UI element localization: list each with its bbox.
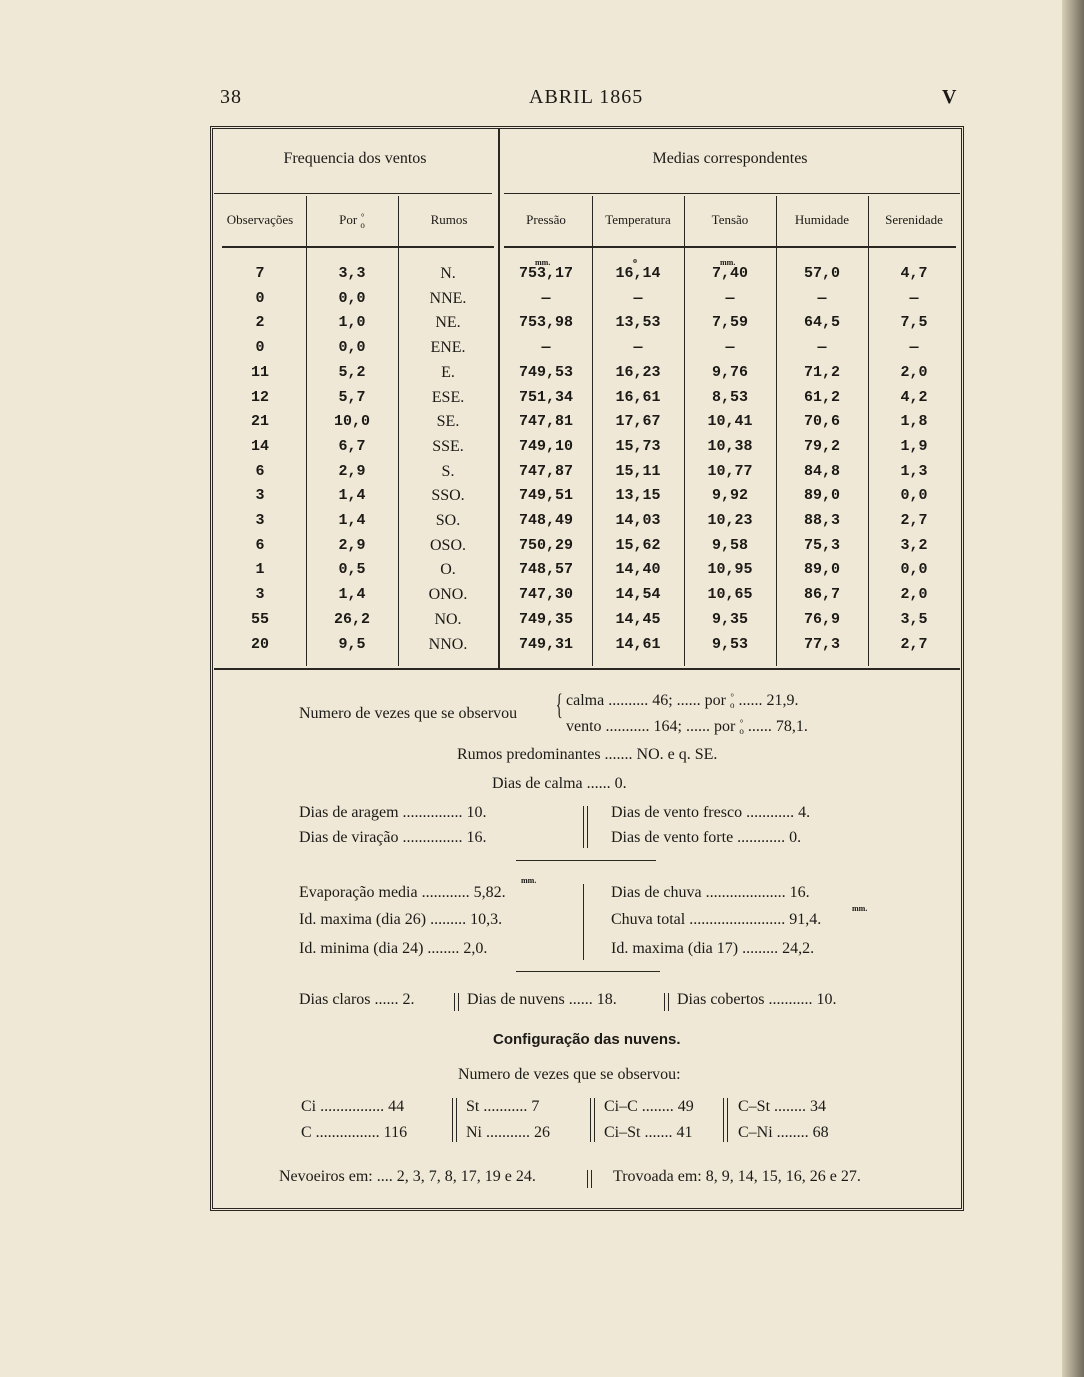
cell-observacoes: 7 bbox=[255, 265, 265, 282]
rumos-predominantes: Rumos predominantes ....... NO. e q. SE. bbox=[457, 746, 718, 763]
col-serenidade: Serenidade bbox=[885, 212, 943, 227]
divider bbox=[583, 806, 584, 848]
cell-humidade: 64,5 bbox=[803, 314, 840, 332]
cell-observacoes: 0 bbox=[255, 339, 265, 357]
cell-tensao: 10,41 bbox=[707, 413, 753, 431]
cell-por: 2,9 bbox=[338, 536, 366, 554]
calma-line: calma .......... 46; ...... por ° o ...... 21,9. bbox=[566, 692, 799, 711]
cell-observacoes: 3 bbox=[255, 487, 265, 505]
cell-humidade: 70,6 bbox=[803, 413, 840, 431]
divider bbox=[587, 1170, 588, 1188]
cell-tensao: 9,76 bbox=[711, 363, 748, 381]
cell-pressao: 749,10 bbox=[518, 437, 573, 455]
cell-por: 0,0 bbox=[338, 289, 366, 307]
cell-observacoes: 3 bbox=[255, 586, 265, 604]
dias-aragem: Dias de aragem ............... 10. bbox=[299, 804, 487, 821]
cell-serenidade: 3,2 bbox=[900, 536, 928, 554]
config-title: Configuração das nuvens. bbox=[493, 1031, 681, 1048]
cell-rumo: ESE. bbox=[431, 388, 465, 406]
cell-pressao: 751,34 bbox=[518, 388, 573, 406]
cell-tensao: 9,92 bbox=[711, 487, 748, 505]
cell-por: 5,7 bbox=[338, 388, 366, 406]
cell-rumo: NNO. bbox=[428, 635, 468, 653]
cell-tensao: 8,53 bbox=[711, 388, 748, 406]
vento-line: vento ........... 164; ...... por ° o ...... 78,1. bbox=[566, 718, 808, 737]
cloud-ci-st: Ci–St ....... 41 bbox=[604, 1124, 693, 1141]
chuva-total: Chuva total ........................ 91,4. bbox=[611, 911, 822, 928]
page-number: 38 bbox=[220, 86, 242, 108]
cell-temperatura: 14,61 bbox=[615, 635, 661, 653]
col-rule bbox=[398, 196, 399, 666]
cell-serenidade: — bbox=[909, 289, 919, 307]
evaporacao-minima: Id. minima (dia 24) ........ 2,0. bbox=[299, 940, 488, 957]
cell-tensao: 9,53 bbox=[711, 635, 748, 653]
divider bbox=[590, 1098, 591, 1142]
cell-humidade: 76,9 bbox=[803, 610, 840, 628]
cell-por: 1,0 bbox=[338, 314, 366, 332]
divider bbox=[452, 1098, 453, 1142]
cell-pressao: — bbox=[541, 339, 551, 357]
cell-tensao: 9,58 bbox=[711, 536, 748, 554]
divider bbox=[591, 1170, 592, 1188]
cell-por: 10,0 bbox=[333, 413, 370, 431]
cell-rumo: O. bbox=[440, 561, 456, 579]
cell-observacoes: 3 bbox=[255, 512, 265, 529]
cell-tensao: 7,59 bbox=[711, 314, 748, 332]
cell-por: 9,5 bbox=[338, 635, 366, 653]
cell-por: 2,9 bbox=[338, 462, 366, 480]
cell-tensao: 10,23 bbox=[707, 512, 753, 529]
trovoada: Trovoada em: 8, 9, 14, 15, 16, 26 e 27. bbox=[613, 1168, 861, 1185]
col-pressao: Pressão bbox=[526, 212, 566, 227]
evaporacao-media: Evaporação media ............ 5,82. bbox=[299, 884, 506, 901]
col-por: Por ° o bbox=[339, 212, 365, 231]
header-bottom-rule bbox=[222, 246, 494, 248]
cell-observacoes: 12 bbox=[250, 388, 269, 406]
cell-pressao: — bbox=[541, 289, 551, 307]
cell-serenidade: 1,3 bbox=[900, 462, 928, 480]
cell-temperatura: 13,53 bbox=[615, 314, 661, 332]
cloud-c-st: C–St ........ 34 bbox=[738, 1098, 827, 1115]
cell-temperatura: — bbox=[633, 289, 643, 307]
divider bbox=[594, 1098, 595, 1142]
cloud-ni: Ni ........... 26 bbox=[466, 1124, 550, 1141]
cell-rumo: ENE. bbox=[430, 339, 466, 357]
page-title: ABRIL 1865 bbox=[529, 86, 644, 108]
cell-serenidade: — bbox=[909, 339, 919, 357]
unit-evaporacao: mm. bbox=[521, 876, 537, 885]
cell-temperatura: 15,62 bbox=[615, 536, 661, 554]
cell-pressao: 753,98 bbox=[518, 314, 573, 332]
cell-rumo: ONO. bbox=[428, 586, 468, 604]
cloud-c: C ................ 116 bbox=[301, 1124, 408, 1141]
cell-humidade: 89,0 bbox=[803, 487, 840, 505]
dias-viracao: Dias de viração ............... 16. bbox=[299, 829, 487, 846]
cell-observacoes: 14 bbox=[250, 437, 269, 455]
cell-observacoes: 6 bbox=[255, 536, 265, 554]
cell-pressao: 749,53 bbox=[518, 363, 573, 381]
cell-rumo: NE. bbox=[435, 314, 461, 332]
cell-humidade: 71,2 bbox=[803, 363, 840, 381]
cell-humidade: 57,0 bbox=[803, 265, 840, 282]
cell-humidade: 84,8 bbox=[803, 462, 840, 480]
header-rule-right bbox=[504, 193, 960, 194]
cell-serenidade: 2,7 bbox=[900, 512, 928, 529]
divider bbox=[664, 993, 665, 1011]
col-humidade: Humidade bbox=[794, 212, 850, 227]
group-header-right: Medias correspondentes bbox=[652, 150, 808, 167]
cell-pressao: 747,30 bbox=[518, 586, 573, 604]
dias-claros: Dias claros ...... 2. bbox=[299, 991, 415, 1008]
cell-pressao: 748,57 bbox=[518, 561, 573, 579]
cell-tensao: 10,65 bbox=[707, 586, 753, 604]
cell-observacoes: 55 bbox=[250, 610, 269, 628]
divider bbox=[458, 993, 459, 1011]
cell-serenidade: 2,0 bbox=[900, 586, 928, 604]
dias-calma: Dias de calma ...... 0. bbox=[492, 775, 627, 792]
cell-serenidade: 7,5 bbox=[900, 314, 928, 332]
cell-serenidade: 4,2 bbox=[900, 388, 928, 406]
cell-observacoes: 21 bbox=[250, 413, 269, 431]
header-bottom-rule bbox=[504, 246, 956, 248]
cell-temperatura: 15,11 bbox=[615, 462, 661, 480]
cell-temperatura: 14,54 bbox=[615, 586, 661, 604]
cell-temperatura: 13,15 bbox=[615, 487, 661, 505]
cell-por: 3,3 bbox=[338, 265, 366, 282]
cell-por: 0,5 bbox=[338, 561, 366, 579]
col-observacoes: Observações bbox=[226, 212, 294, 227]
cell-observacoes: 2 bbox=[255, 314, 265, 332]
cell-pressao: 749,31 bbox=[518, 635, 573, 653]
cell-temperatura: 14,40 bbox=[615, 561, 661, 579]
config-subtitle: Numero de vezes que se observou: bbox=[458, 1066, 681, 1083]
section-label: V bbox=[942, 86, 958, 108]
cell-observacoes: 0 bbox=[255, 289, 265, 307]
cell-rumo: OSO. bbox=[429, 536, 466, 554]
col-temperatura: Temperatura bbox=[605, 212, 671, 227]
cell-observacoes: 11 bbox=[250, 363, 269, 381]
cell-humidade: 77,3 bbox=[803, 635, 840, 653]
cell-rumo: S. bbox=[441, 462, 455, 480]
cell-rumo: NO. bbox=[434, 610, 462, 628]
cell-observacoes: 6 bbox=[255, 462, 265, 480]
page-edge-shadow bbox=[1062, 0, 1084, 1377]
cell-temperatura: 16,23 bbox=[615, 363, 661, 381]
cell-por: 1,4 bbox=[338, 586, 366, 604]
cell-pressao: 753,17 bbox=[518, 265, 573, 282]
cell-humidade: — bbox=[817, 339, 827, 357]
cell-tensao: 10,38 bbox=[707, 437, 753, 455]
cell-humidade: — bbox=[817, 289, 827, 307]
unit-pressao: mm. bbox=[535, 258, 551, 267]
cloud-st: St ........... 7 bbox=[466, 1098, 540, 1115]
cell-humidade: 86,7 bbox=[803, 586, 840, 604]
cell-pressao: 748,49 bbox=[518, 512, 573, 529]
col-rumos: Rumos bbox=[430, 212, 468, 227]
cell-temperatura: — bbox=[633, 339, 643, 357]
cell-tensao: 7,40 bbox=[711, 265, 748, 282]
cell-humidade: 61,2 bbox=[803, 388, 840, 406]
nevoeiros: Nevoeiros em: .... 2, 3, 7, 8, 17, 19 e 24. bbox=[279, 1168, 536, 1185]
cell-pressao: 749,51 bbox=[518, 487, 573, 505]
cell-serenidade: 4,7 bbox=[900, 265, 928, 282]
unit-tensao: mm. bbox=[720, 258, 736, 267]
divider bbox=[723, 1098, 724, 1142]
table-bottom-rule bbox=[214, 668, 960, 670]
cell-pressao: 749,35 bbox=[518, 610, 573, 628]
cell-temperatura: 14,45 bbox=[615, 610, 661, 628]
cell-rumo: E. bbox=[441, 363, 455, 381]
cell-rumo: SSE. bbox=[432, 437, 464, 455]
divider bbox=[583, 884, 584, 960]
cell-por: 26,2 bbox=[333, 610, 370, 628]
short-rule bbox=[516, 971, 660, 972]
cell-por: 0,0 bbox=[338, 339, 366, 357]
cell-observacoes: 1 bbox=[255, 561, 265, 579]
numero-label: Numero de vezes que se observou bbox=[299, 705, 518, 722]
cell-rumo: SSO. bbox=[431, 487, 465, 505]
cell-tensao: 9,35 bbox=[711, 610, 748, 628]
chuva-maxima: Id. maxima (dia 17) ......... 24,2. bbox=[611, 940, 815, 957]
divider bbox=[727, 1098, 728, 1142]
divider bbox=[454, 993, 455, 1011]
cell-serenidade: 2,7 bbox=[900, 635, 928, 653]
cell-rumo: SO. bbox=[435, 512, 461, 529]
divider bbox=[587, 806, 588, 848]
dias-vento-forte: Dias de vento forte ............ 0. bbox=[611, 829, 802, 846]
cell-pressao: 747,81 bbox=[518, 413, 573, 431]
cell-serenidade: 2,0 bbox=[900, 363, 928, 381]
cloud-ci: Ci ................ 44 bbox=[301, 1098, 405, 1115]
cell-por: 6,7 bbox=[338, 437, 366, 455]
cell-humidade: 75,3 bbox=[803, 536, 840, 554]
group-header-left: Frequencia dos ventos bbox=[283, 150, 427, 167]
divider bbox=[456, 1098, 457, 1142]
cell-serenidade: 1,8 bbox=[900, 413, 928, 431]
cell-por: 1,4 bbox=[338, 487, 366, 505]
cell-tensao: 10,95 bbox=[707, 561, 753, 579]
cell-temperatura: 16,14 bbox=[615, 265, 661, 282]
evaporacao-maxima: Id. maxima (dia 26) ......... 10,3. bbox=[299, 911, 503, 928]
cell-rumo: SE. bbox=[436, 413, 460, 431]
cell-serenidade: 0,0 bbox=[900, 487, 928, 505]
dias-cobertos: Dias cobertos ........... 10. bbox=[677, 991, 837, 1008]
cell-rumo: NNE. bbox=[429, 289, 467, 307]
dias-nuvens: Dias de nuvens ...... 18. bbox=[467, 991, 617, 1008]
cell-temperatura: 17,67 bbox=[615, 413, 661, 431]
unit-chuva: mm. bbox=[852, 904, 868, 913]
cell-tensao: — bbox=[725, 289, 735, 307]
cell-serenidade: 3,5 bbox=[900, 610, 928, 628]
cell-rumo: N. bbox=[440, 265, 456, 282]
divider bbox=[668, 993, 669, 1011]
cell-tensao: 10,77 bbox=[707, 462, 753, 480]
cell-tensao: — bbox=[725, 339, 735, 357]
dias-vento-fresco: Dias de vento fresco ............ 4. bbox=[611, 804, 811, 821]
dias-chuva: Dias de chuva .................... 16. bbox=[611, 884, 810, 901]
short-rule bbox=[516, 860, 656, 861]
unit-temperatura: o bbox=[633, 256, 637, 265]
cell-observacoes: 20 bbox=[250, 635, 269, 653]
cloud-c-ni: C–Ni ........ 68 bbox=[738, 1124, 829, 1141]
cell-por: 1,4 bbox=[338, 512, 366, 529]
cell-humidade: 88,3 bbox=[803, 512, 840, 529]
cloud-ci-c: Ci–C ........ 49 bbox=[604, 1098, 694, 1115]
cell-humidade: 79,2 bbox=[803, 437, 840, 455]
cell-temperatura: 16,61 bbox=[615, 388, 661, 406]
cell-pressao: 747,87 bbox=[518, 462, 573, 480]
cell-temperatura: 15,73 bbox=[615, 437, 661, 455]
cell-serenidade: 1,9 bbox=[900, 437, 928, 455]
cell-por: 5,2 bbox=[338, 363, 366, 381]
brace: { bbox=[555, 688, 563, 721]
cell-temperatura: 14,03 bbox=[615, 512, 661, 529]
cell-pressao: 750,29 bbox=[518, 536, 573, 554]
cell-serenidade: 0,0 bbox=[900, 561, 928, 579]
col-tensao: Tensão bbox=[711, 212, 749, 227]
header-rule-left bbox=[214, 193, 492, 194]
cell-humidade: 89,0 bbox=[803, 561, 840, 579]
